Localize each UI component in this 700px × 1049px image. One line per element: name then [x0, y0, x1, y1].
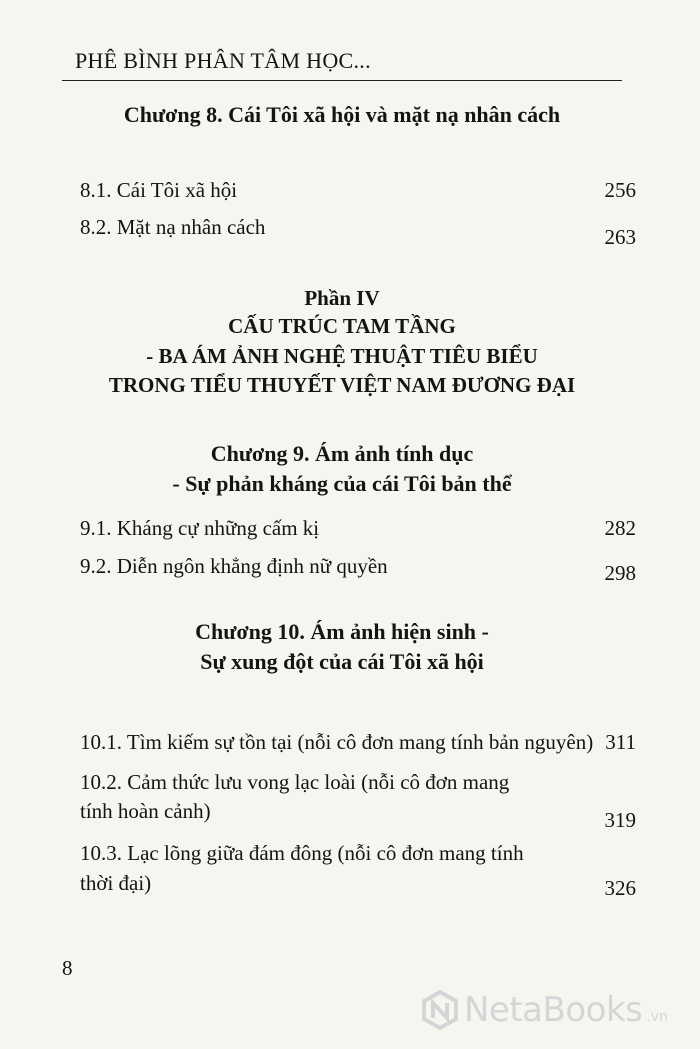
toc-entry-10-3-cont: thời đại)	[80, 871, 152, 895]
toc-entry-10-2-cont: tính hoàn cảnh)	[80, 799, 211, 823]
netabooks-logo-icon	[420, 990, 460, 1030]
toc-entry-8-1: 8.1. Cái Tôi xã hội	[80, 178, 238, 202]
watermark-suffix: .vn	[646, 1009, 668, 1025]
toc-entry-10-3: 10.3. Lạc lõng giữa đám đông (nỗi cô đơn mang tính	[80, 841, 524, 865]
part-4-line-2: - BA ÁM ẢNH NGHỆ THUẬT TIÊU BIỂU	[146, 344, 538, 368]
toc-page-9-1: 282	[604, 516, 636, 540]
chapter-9-title-line-1: Chương 9. Ám ảnh tính dục	[210, 441, 474, 466]
toc-page-10-1: 311	[605, 730, 636, 754]
toc-entry-9-2: 9.2. Diễn ngôn khẳng định nữ quyền	[80, 554, 388, 578]
page-number: 8	[62, 956, 73, 980]
part-4-line-1: CẤU TRÚC TAM TẦNG	[228, 314, 456, 338]
header-rule	[62, 80, 622, 81]
toc-page-8-1: 256	[604, 178, 636, 202]
toc-page-8-2: 263	[604, 225, 636, 249]
chapter-8-title: Chương 8. Cái Tôi xã hội và mặt nạ nhân cách	[123, 102, 561, 127]
chapter-9-title-line-2: - Sự phản kháng của cái Tôi bản thể	[172, 471, 512, 496]
watermark-brand: NetaBooks	[464, 990, 643, 1030]
running-header: PHÊ BÌNH PHÂN TÂM HỌC...	[75, 48, 371, 73]
part-4-line-3: TRONG TIỂU THUYẾT VIỆT NAM ĐƯƠNG ĐẠI	[108, 373, 576, 397]
toc-entry-9-1: 9.1. Kháng cự những cấm kị	[80, 516, 320, 540]
chapter-10-title-line-1: Chương 10. Ám ảnh hiện sinh -	[195, 619, 489, 644]
toc-entry-8-2: 8.2. Mặt nạ nhân cách	[80, 215, 266, 239]
watermark	[420, 985, 668, 1035]
toc-entry-10-2: 10.2. Cảm thức lưu vong lạc loài (nỗi cô đơn mang	[80, 770, 510, 794]
part-4-label: Phần IV	[304, 286, 380, 310]
toc-page-10-2: 319	[604, 808, 636, 832]
chapter-10-title-line-2: Sự xung đột của cái Tôi xã hội	[200, 649, 484, 674]
toc-page-9-2: 298	[604, 561, 636, 585]
toc-entry-10-1: 10.1. Tìm kiếm sự tồn tại (nỗi cô đơn mang tính bản nguyên)	[80, 730, 594, 754]
toc-page-10-3: 326	[604, 876, 636, 900]
